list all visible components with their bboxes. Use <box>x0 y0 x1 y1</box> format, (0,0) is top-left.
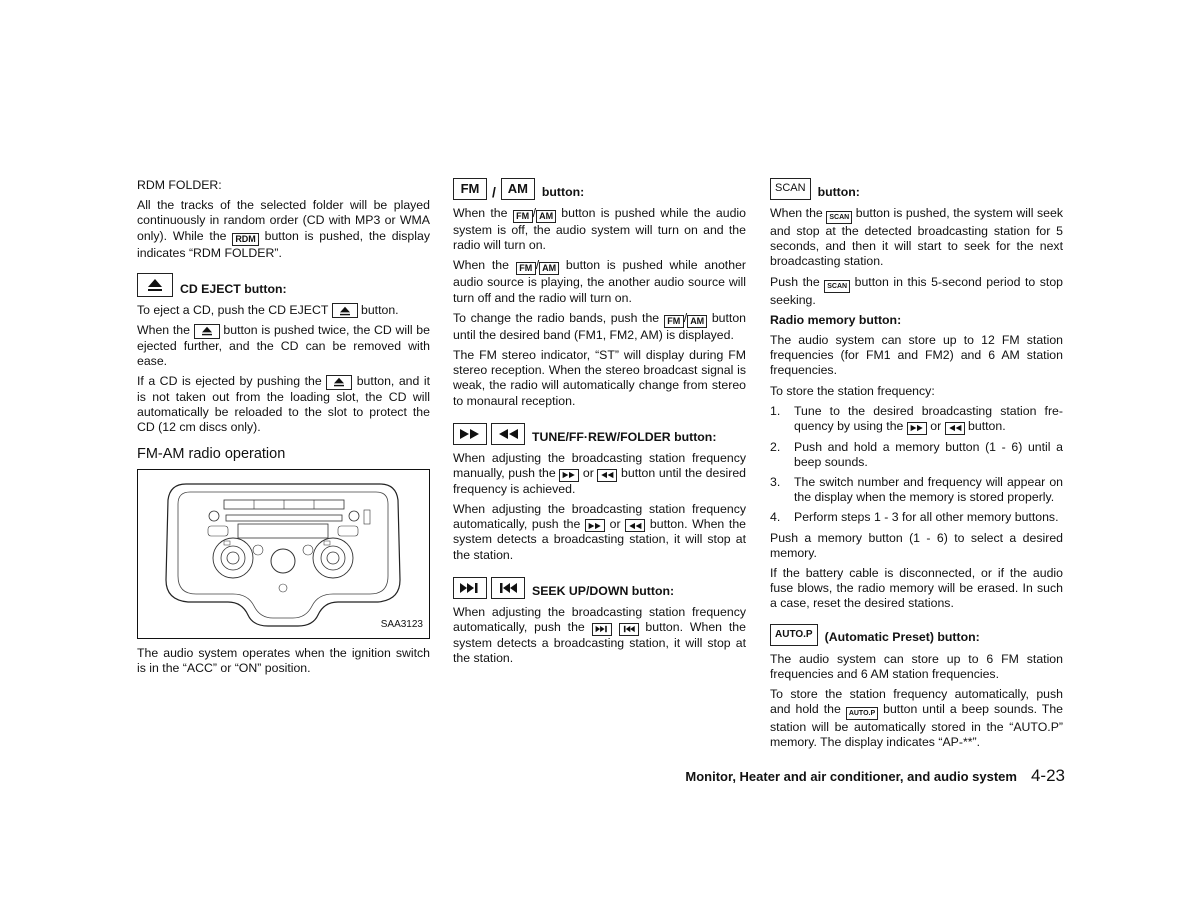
am-button-icon: AM <box>501 178 535 200</box>
seek-down-icon <box>491 577 525 599</box>
audio-unit-illustration <box>138 470 429 638</box>
rewind-icon <box>597 469 617 482</box>
scan-heading: SCAN button: <box>770 178 1063 200</box>
memory-paragraph-1: The audio system can store up to 12 FM station frequencies (for FM1 and FM2) and 6 AM station frequencies. <box>770 333 1063 378</box>
memory-paragraph-2: To store the station frequency: <box>770 383 935 398</box>
fm-button-icon: FM <box>453 178 487 200</box>
am-button-icon: AM <box>539 262 559 275</box>
rewind-icon <box>945 422 965 435</box>
eject-paragraph-1: To eject a CD, push the CD EJECT button. <box>137 302 399 317</box>
autop-button-icon: AUTO.P <box>770 624 818 646</box>
tune-paragraph-2: When adjusting the broadcasting station frequency automatically, push the or button. When the system detects a broadcasting station, it will stop at the station. <box>453 501 747 562</box>
eject-paragraph-3: If a CD is ejected by pushing the button, and it is not taken out from the loading slot, the CD will automatically be reloaded to the slot to protect the CD (12 cm discs only). <box>137 374 431 435</box>
seek-heading: SEEK UP/DOWN button: <box>453 577 746 599</box>
fast-forward-icon <box>559 469 579 482</box>
section-title: FM-AM radio operation <box>137 446 286 463</box>
fm-button-icon: FM <box>664 315 684 328</box>
column-right <box>770 178 1063 756</box>
autop-paragraph-2: To store the station frequency automatically, push and hold the AUTO.P button until a beep sounds. The station will be automatically stored in the “AUTO.P” memory. The display indicates “AP-**”. <box>770 686 1063 750</box>
memory-paragraph-3: Push a memory button (1 - 6) to select a desired memory. <box>770 530 1063 560</box>
rdm-title: RDM FOLDER: <box>137 178 222 192</box>
autop-heading: AUTO.P (Automatic Preset) button: <box>770 624 1063 646</box>
fast-forward-icon <box>907 422 927 435</box>
eject-icon <box>332 303 358 318</box>
scan-button-icon: SCAN <box>824 280 850 293</box>
scan-paragraph-2: Push the SCAN button in this 5-second period to stop seeking. <box>770 274 1064 307</box>
memory-paragraph-4: If the battery cable is disconnected, or if the audio fuse blows, the radio memory will be erased. In such a case, reset the desired stations. <box>770 565 1063 611</box>
seek-up-icon <box>592 623 612 636</box>
fmam-paragraph-2: When the FM / AM button is pushed while another audio source is playing, the another audio source will turn off and the radio will turn on. <box>453 258 747 305</box>
autop-paragraph-1: The audio system can store up to 6 FM station frequencies and 6 AM station frequencies. <box>770 651 1063 681</box>
fmam-paragraph-4: The FM stereo indicator, “ST” will display during FM stereo reception. When the stereo broadcast signal is weak, the radio will automatically change from stereo to monaural reception. <box>453 348 746 408</box>
fast-forward-icon <box>453 423 487 445</box>
fm-button-icon: FM <box>516 262 536 275</box>
tune-paragraph-1: When adjusting the broadcasting station frequency manually, push the or button until the desired frequency is achieved. <box>453 450 747 496</box>
column-left <box>137 178 430 681</box>
rdm-paragraph: All the tracks of the selected folder will be played continuously in random order (CD with MP3 or WMA only). While the RDM button is pushed, the display indicates “RDM FOLDER”. <box>137 198 430 260</box>
rdm-button-icon: RDM <box>232 233 259 246</box>
list-item: 4. Perform steps 1 - 3 for all other memory buttons. <box>770 510 1059 525</box>
footer-title: Monitor, Heater and air conditioner, and audio system <box>685 769 1017 784</box>
fmam-paragraph-3: To change the radio bands, push the FM / AM button until the desired band (FM1, FM2, AM) is displayed. <box>453 310 747 342</box>
memory-steps <box>770 404 1063 526</box>
list-item: 3. The switch number and frequency will appear on the display when the memory is stored properly. <box>770 474 1063 505</box>
eject-heading: CD EJECT button: <box>137 273 430 297</box>
fast-forward-icon <box>585 519 605 532</box>
fmam-heading: FM / AM button: <box>453 178 746 200</box>
list-item: 2. Push and hold a memory button (1 - 6) until a beep sounds. <box>770 439 1063 469</box>
seek-paragraph-1: When adjusting the broadcasting station frequency automatically, push the button. When the system detects a broadcasting station, it will stop at the station. <box>453 604 746 665</box>
am-button-icon: AM <box>536 210 556 223</box>
eject-icon <box>137 273 173 297</box>
page-footer <box>660 766 1065 786</box>
seek-down-icon <box>619 623 639 636</box>
am-button-icon: AM <box>687 315 707 328</box>
scan-paragraph-1: When the SCAN button is pushed, the system will seek and stop at the detected broadcasting station for 5 seconds, and then it will start to seek for the next broadcasting station. <box>770 206 1064 269</box>
eject-icon <box>194 324 220 339</box>
scan-button-icon: SCAN <box>826 211 852 224</box>
fmam-paragraph-1: When the FM / AM button is pushed while the audio system is off, the audio system will turn on and the radio will turn on. <box>453 206 746 253</box>
autop-button-icon: AUTO.P <box>846 707 878 720</box>
fm-button-icon: FM <box>513 210 533 223</box>
scan-button-icon: SCAN <box>770 178 811 200</box>
memory-heading: Radio memory button: <box>770 312 902 327</box>
list-item: 1. Tune to the desired broadcasting station fre-quency by using the or button. <box>770 403 1063 434</box>
rewind-icon <box>625 519 645 532</box>
tune-heading: TUNE/FF·REW/FOLDER button: <box>453 423 746 445</box>
audio-unit-figure <box>137 469 430 639</box>
figure-label: SAA3123 <box>380 619 423 631</box>
column-middle <box>453 178 746 671</box>
page-number: 4-23 <box>1030 766 1065 785</box>
figure-caption: The audio system operates when the ignition switch is in the “ACC” or “ON” position. <box>137 645 430 675</box>
eject-paragraph-2: When the button is pushed twice, the CD will be ejected further, and the CD can be removed with ease. <box>137 323 430 369</box>
seek-up-icon <box>453 577 487 599</box>
rewind-icon <box>491 423 525 445</box>
eject-icon <box>326 375 352 390</box>
